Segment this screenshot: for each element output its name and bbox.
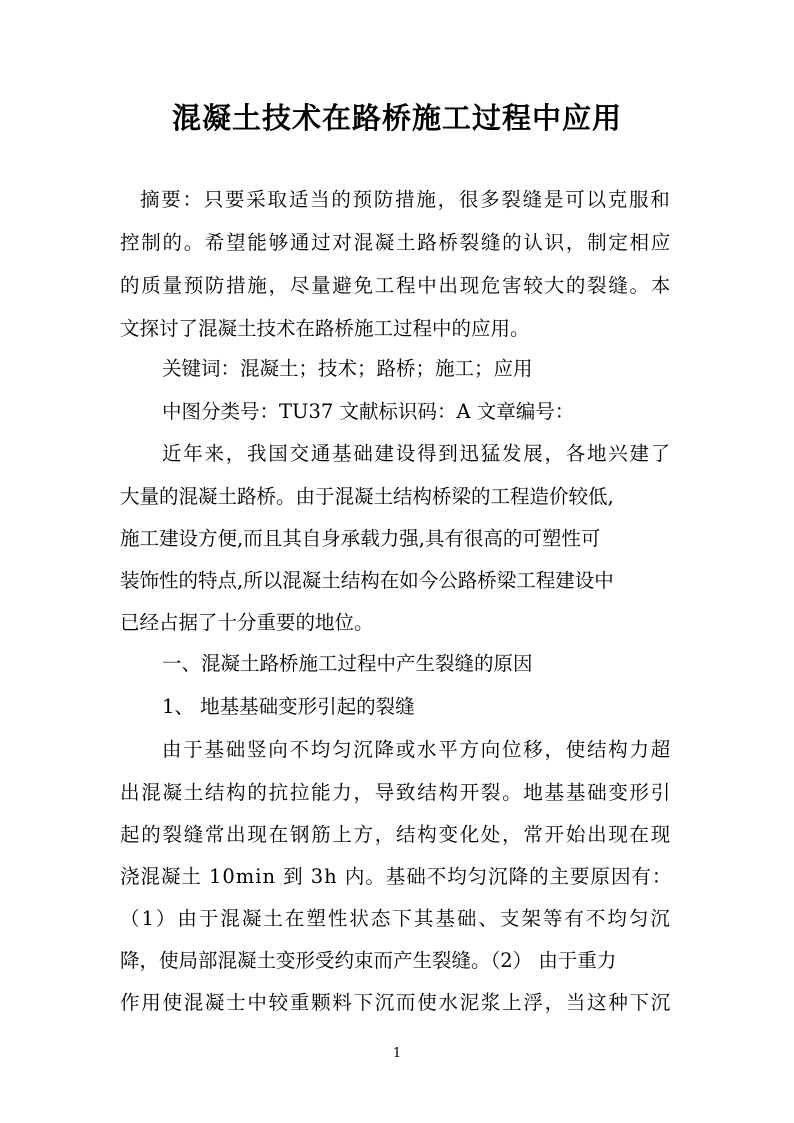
paragraph-line: 近年来，我国交通基础建设得到迅猛发展，各地兴建了	[162, 442, 673, 465]
section-heading: 一、混凝土路桥施工过程中产生裂缝的原因	[162, 652, 533, 675]
paragraph-line: 已经占据了十分重要的地位。	[120, 611, 374, 634]
paragraph-line: 中图分类号：TU37 文献标识码：A 文章编号：	[162, 400, 575, 423]
paragraph-line: 施工建设方便,而且其自身承载力强,具有很高的可塑性可	[120, 527, 601, 550]
paragraph-line: 浇混凝土 10min 到 3h 内。基础不均匀沉降的主要原因有：	[120, 865, 673, 888]
paragraph-line: 的质量预防措施，尽量避免工程中出现危害较大的裂缝。本	[120, 274, 673, 297]
paragraph-line: 装饰性的特点,所以混凝土结构在如今公路桥梁工程建设中	[120, 569, 614, 592]
paragraph-line: 起的裂缝常出现在钢筋上方，结构变化处，常开始出现在现	[120, 823, 673, 846]
paragraph-line: 大量的混凝土路桥。由于混凝土结构桥梁的工程造价较低,	[120, 485, 614, 508]
paragraph-line: 关键词：混凝土；技术；路桥；施工；应用	[162, 357, 533, 380]
page-title: 混凝土技术在路桥施工过程中应用	[171, 101, 622, 135]
paragraph-line: 出混凝土结构的抗拉能力，导致结构开裂。地基基础变形引	[120, 781, 673, 804]
paragraph-line: 由于基础竖向不均匀沉降或水平方向位移，使结构力超	[162, 738, 673, 761]
paragraph-line: （1）由于混凝土在塑性状态下其基础、支架等有不均匀沉	[120, 907, 672, 930]
subsection-heading: 1、 地基基础变形引起的裂缝	[162, 695, 415, 718]
paragraph-line: 文探讨了混凝土技术在路桥施工过程中的应用。	[120, 317, 530, 340]
page-number: 1	[392, 1046, 402, 1061]
paragraph-line: 降，使局部混凝土变形受约束而产生裂缝。（2） 由于重力	[120, 949, 617, 972]
paragraph-line: 摘要：只要采取适当的预防措施，很多裂缝是可以克服和	[140, 188, 672, 211]
paragraph-line: 作用使混凝士中较重颗料下沉而使水泥浆上浮，当这种下沉	[120, 991, 673, 1014]
paragraph-line: 控制的。希望能够通过对混凝土路桥裂缝的认识，制定相应	[120, 231, 673, 254]
